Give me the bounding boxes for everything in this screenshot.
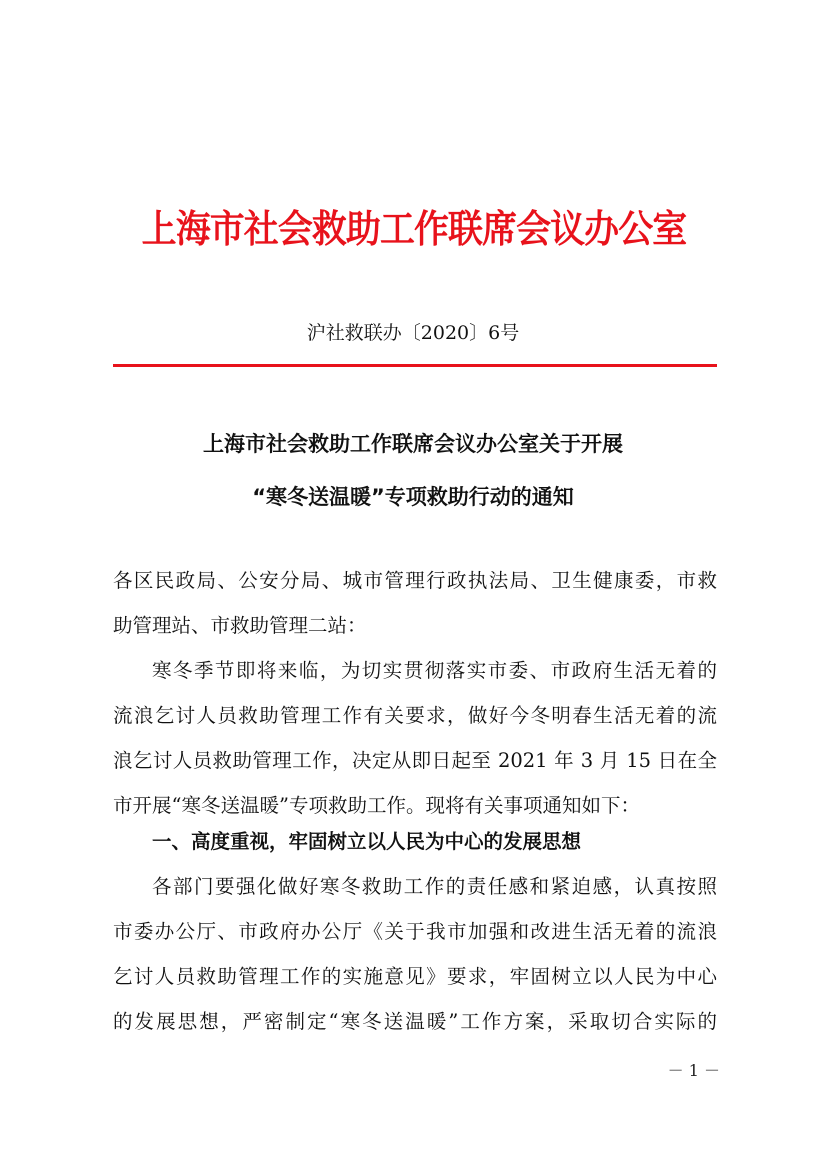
paragraph-1-line-3: 浪乞讨人员救助管理工作，决定从即日起至 2021 年 3 月 15 日在全	[113, 749, 717, 772]
addressee-line-1: 各区民政局、公安分局、城市管理行政执法局、卫生健康委，市救	[113, 569, 717, 592]
paragraph-2-line-3: 乞讨人员救助管理工作的实施意见》要求，牢固树立以人民为中心	[113, 965, 717, 988]
paragraph-2-line-2: 市委办公厅、市政府办公厅《关于我市加强和改进生活无着的流浪	[113, 920, 717, 943]
red-separator-line	[113, 364, 717, 367]
document-title-line-1: 上海市社会救助工作联席会议办公室关于开展	[203, 432, 623, 456]
section-1-heading: 一、高度重视，牢固树立以人民为中心的发展思想	[152, 830, 582, 853]
document-title-line-2: “寒冬送温暖”专项救助行动的通知	[252, 485, 574, 509]
paragraph-1-line-1: 寒冬季节即将来临，为切实贯彻落实市委、市政府生活无着的	[152, 659, 717, 682]
page-number: － 1 －	[667, 1061, 720, 1080]
issuing-organization-header: 上海市社会救助工作联席会议办公室	[141, 207, 687, 251]
addressee-line-2: 助管理站、市救助管理二站：	[113, 614, 367, 637]
paragraph-1-line-2: 流浪乞讨人员救助管理工作有关要求，做好今冬明春生活无着的流	[113, 704, 717, 727]
paragraph-2-line-1: 各部门要强化做好寒冬救助工作的责任感和紧迫感，认真按照	[152, 875, 717, 898]
document-number: 沪社救联办〔2020〕6号	[306, 322, 520, 344]
paragraph-1-line-4: 市开展“寒冬送温暖”专项救助工作。现将有关事项通知如下：	[113, 794, 640, 817]
paragraph-2-line-4: 的发展思想，严密制定“寒冬送温暖”工作方案，采取切合实际的	[113, 1010, 717, 1033]
